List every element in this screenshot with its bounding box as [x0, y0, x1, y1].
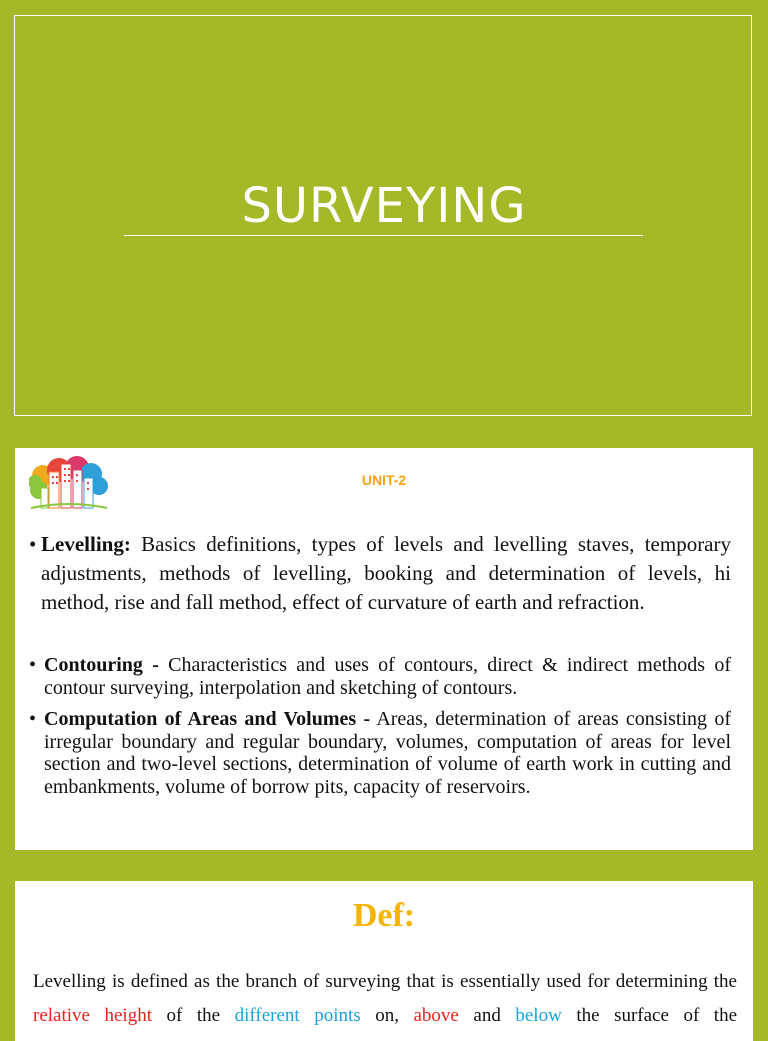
topic-levelling [29, 530, 731, 617]
def-part: Levelling is defined as the branch of surveying that is essentially used for determining the [33, 971, 737, 992]
def-highlight: different points [234, 1005, 361, 1026]
topic-text: Basics definitions, types of levels and levelling staves, temporary adjustments, methods of levelling, booking and determination of levels, hi method, rise and fall method, effect of curvature of earth and refraction. [41, 532, 732, 614]
def-part: of the [166, 1005, 221, 1026]
topic-areas-volumes [29, 708, 731, 798]
bullet: • [29, 708, 37, 730]
unit-label: UNIT-2 [361, 472, 407, 488]
slide-title: SURVEYING [241, 178, 527, 234]
topic-contouring [29, 654, 731, 700]
definition-slide [15, 881, 753, 1041]
topic-text: Characteristics and uses of contours, direct & indirect methods of contour surveying, interpolation and sketching of contours. [44, 654, 732, 699]
bullet: • [29, 654, 37, 676]
def-part: and [473, 1005, 501, 1026]
def-part: the surface of the [576, 1005, 738, 1026]
def-highlight: below [515, 1005, 562, 1026]
definition-title: Def: [352, 897, 416, 934]
topic-text: Areas, determination of areas consisting of irregular boundary and regular boundary, volumes, computation of areas for level section and two-level sections, determination of volume of earth work in cutting and embankments, volume of borrow pits, capacity of reservoirs. [44, 708, 731, 798]
topic-heading: Levelling: [41, 532, 131, 556]
topic-heading: Computation of Areas and Volumes - [44, 708, 371, 730]
topic-heading: Contouring - [44, 654, 159, 676]
syllabus-slide [15, 448, 753, 850]
title-slide [0, 0, 768, 432]
def-highlight: relative height [33, 1005, 152, 1026]
definition-text [33, 965, 737, 1033]
bullet: • [29, 532, 37, 556]
def-part: on, [375, 1005, 399, 1026]
def-highlight: above [413, 1005, 459, 1026]
title-underline [124, 235, 643, 236]
